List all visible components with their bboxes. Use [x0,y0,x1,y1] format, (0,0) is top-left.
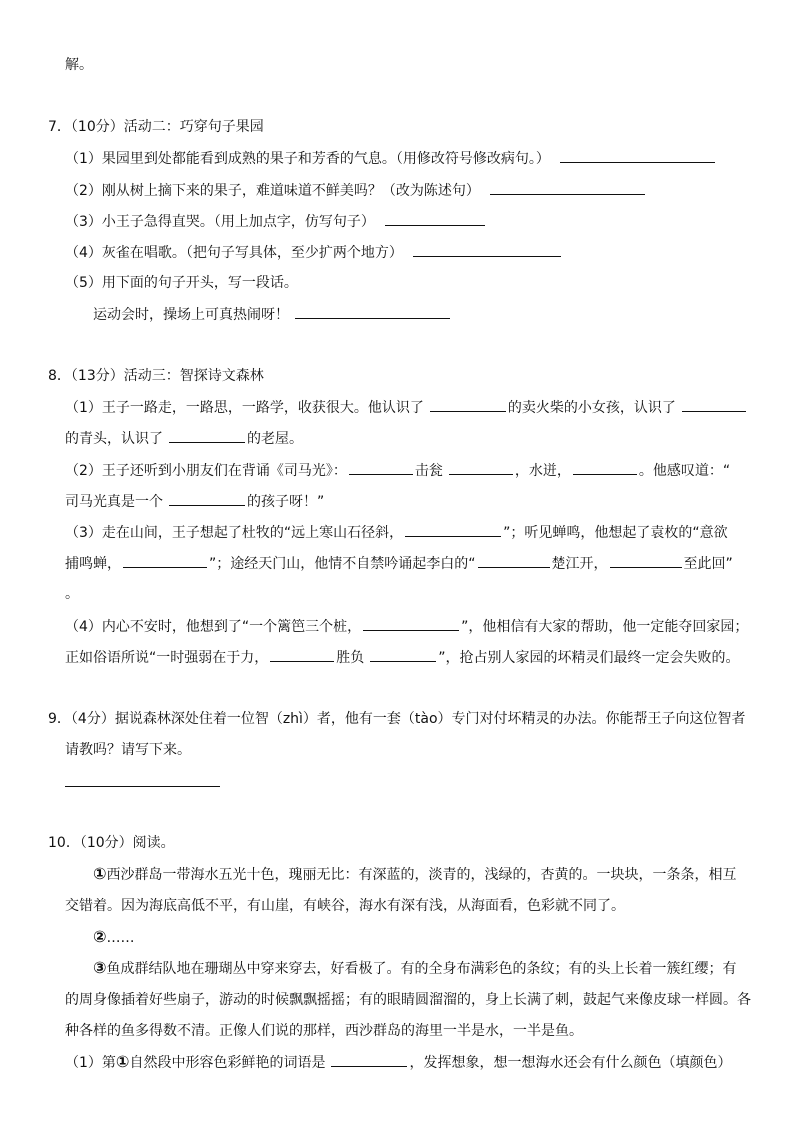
q8-p4-text-d: 胜负 [336,650,365,666]
top-fragment: 解。 [65,57,93,73]
q8-p1-blank-1[interactable] [430,397,506,412]
q7-item-5-sentence: 运动会时，操场上可真热闹呀！ [93,307,289,323]
q9-line1: 9．（4分）据说森林深处住着一位智（zhì）者，他有一套（tào）专门对付坏精灵的办法。你能帮王子向这位智者 [48,711,746,727]
q8-p3-blank-1[interactable] [405,522,501,537]
q10-para3-text-1: 鱼成群结队地在珊瑚丛中穿来穿去，好看极了。有的全身布满彩色的条纹；有的头上长着一簇红缨；有 [106,961,737,977]
q8-header: 8．（13分）活动三：智探诗文森林 [48,368,264,384]
paragraph-marker-3: ③ [93,958,107,977]
q8-p1-blank-3[interactable] [169,428,245,443]
q8-p3-line1 [65,522,728,543]
q7-item-3 [65,211,487,232]
q7-item-4-blank[interactable] [413,242,561,257]
q8-p4-line1 [65,616,748,637]
q8-p3-text-c: 捕鸣蝉， [65,556,121,572]
q8-p3-blank-2[interactable] [123,553,207,568]
q7-item-5: （5）用下面的句子开头，写一段话。 [65,275,298,291]
q8-p2-line1 [65,460,730,481]
q7-item-4-text: （4）灰雀在唱歌。（把句子写具体，至少扩两个地方） [65,245,403,261]
paragraph-marker-2: ② [93,927,107,946]
q8-p1-blank-2[interactable] [682,397,746,412]
q8-p1-text-d: 的老屋。 [247,431,303,447]
q7-header: 7．（10分）活动二：巧穿句子果园 [48,119,264,135]
q10-para3-line3: 种各样的鱼多得数不清。正像人们说的那样，西沙群岛的海里一半是水，一半是鱼。 [65,1023,583,1039]
q8-p4-blank-1[interactable] [363,616,459,631]
q8-p2-blank-4[interactable] [169,491,245,506]
q10-sub1-blank[interactable] [331,1052,407,1067]
q8-p3-text-e: 楚江开， [551,556,608,572]
q8-p2-blank-1[interactable] [349,460,413,475]
q7-item-1 [65,148,717,169]
q8-p4-blank-3[interactable] [370,647,436,662]
q10-para1-text-1: 西沙群岛一带海水五光十色，瑰丽无比：有深蓝的，淡青的，浅绿的，杏黄的。一块块，一条条，相互 [106,867,737,883]
q7-item-2 [65,180,647,201]
q8-p1-text-b: 的卖火柴的小女孩，认识了 [507,400,676,416]
q7-item-4 [65,242,563,263]
q8-p3-text-f: 至此回” [683,556,733,572]
q8-p2-text-c: ，水迸， [514,463,571,479]
q8-p4-blank-2[interactable] [270,647,334,662]
q8-p3-text-d: ”；途经天门山，他情不自禁吟诵起李白的“ [209,556,476,572]
q9-blank[interactable] [65,772,220,787]
q10-header: 10．（10分）阅读。 [48,835,175,851]
q8-p2-text-b: 击瓮 [414,463,443,479]
q8-p3-line2 [65,553,733,574]
q8-p4-text-e: ”，抢占别人家园的坏精灵们最终一定会失败的。 [438,650,740,666]
q8-p3-blank-3[interactable] [478,553,550,568]
q10-sub1 [65,1052,731,1073]
q7-item-5-blank[interactable] [295,304,450,319]
q9-answer-blank[interactable] [65,772,220,793]
q8-p2-blank-3[interactable] [573,460,637,475]
q8-p4-text-b: ”，他相信有大家的帮助，他一定能夺回家园； [461,619,749,635]
q7-item-2-text: （2）刚从树上摘下来的果子，难道味道不鲜美吗？（改为陈述句） [65,183,480,199]
q8-p2-text-f: 的孩子呀！” [247,494,325,510]
q8-p1-line2 [65,428,303,449]
q7-item-1-blank[interactable] [560,148,715,163]
q8-p4-line2 [65,647,740,668]
q8-p3-blank-4[interactable] [610,553,682,568]
q8-p2-line2 [65,491,324,512]
q10-para2 [93,927,135,948]
q10-sub1-text-c: ，发挥想象，想一想海水还会有什么颜色（填颜色） [409,1055,732,1071]
q10-sub1-text-b: 自然段中形容色彩鲜艳的词语是 [129,1055,326,1071]
q7-item-3-blank[interactable] [385,211,485,226]
q8-p2-text-e: 司马光真是一个 [65,494,163,510]
q8-p2-text-a: （2）王子还听到小朋友们在背诵《司马光》： [65,463,347,479]
q8-p4-text-a: （4）内心不安时，他想到了“一个篱笆三个桩， [65,619,362,635]
paragraph-marker-ref: ① [115,1052,130,1071]
q10-sub1-text-a: （1）第 [65,1055,116,1071]
q10-para3-line1 [93,958,737,979]
q7-item-1-text: （1）果园里到处都能看到成熟的果子和芳香的气息。（用修改符号修改病句。） [65,151,550,167]
q8-p1-text-c: 的青头，认识了 [65,431,163,447]
q10-para1-line1 [93,864,737,885]
q8-p1-text-a: （1）王子一路走，一路思，一路学，收获很大。他认识了 [65,400,424,416]
q10-para2-text: …… [106,930,135,946]
q7-item-2-blank[interactable] [490,180,645,195]
q8-p2-blank-2[interactable] [449,460,513,475]
q8-p4-text-c: 正如俗语所说“一时强弱在于力， [65,650,269,666]
q8-p3-text-a: （3）走在山间，王子想起了杜牧的“远上寒山石径斜， [65,525,404,541]
q8-p3-line3: 。 [65,586,79,602]
q10-para1-line2: 交错着。因为海底高低不平，有山崖，有峡谷，海水有深有浅，从海面看，色彩就不同了。 [65,898,625,914]
q8-p3-text-b: ”；听见蝉鸣，他想起了袁枚的“意欲 [503,525,728,541]
q7-item-3-text: （3）小王子急得直哭。（用上加点字，仿写句子） [65,214,375,230]
q9-line2: 请教吗？请写下来。 [65,742,191,758]
q8-p1-line1 [65,397,748,418]
paragraph-marker-1: ① [93,864,107,883]
q8-p2-text-d: 。他感叹道：“ [638,463,731,479]
q7-item-5-prompt [93,304,452,325]
q10-para3-line2: 的周身像插着好些扇子，游动的时候飘飘摇摇；有的眼睛圆溜溜的，身上长满了刺，鼓起气来像皮球一样圆。各 [65,992,751,1008]
